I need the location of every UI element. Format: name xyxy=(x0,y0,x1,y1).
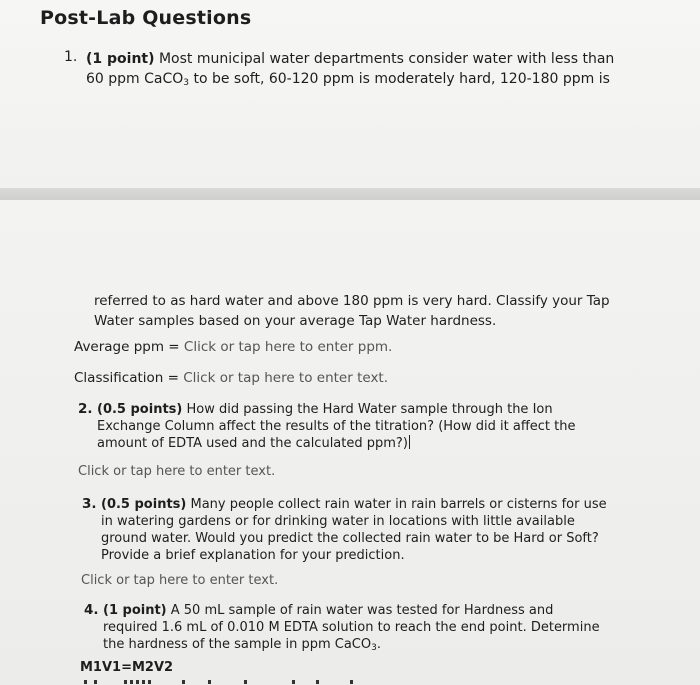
question-2-answer-input[interactable]: Click or tap here to enter text. xyxy=(78,464,276,479)
question-4-points: (1 point) xyxy=(103,603,167,618)
average-ppm-row xyxy=(74,339,392,355)
question-2-number: 2. xyxy=(78,401,93,417)
question-4-line3b: . xyxy=(376,637,381,652)
question-1-line2a: 60 ppm CaCO xyxy=(86,71,184,87)
cut-off-text-row xyxy=(84,680,384,685)
question-3-line2: in watering gardens or for drinking water in locations with little available xyxy=(101,514,575,529)
subscript-3: 3 xyxy=(371,643,377,653)
question-1-line1: Most municipal water departments consider water with less than xyxy=(154,51,615,67)
question-1-continuation xyxy=(94,291,634,331)
question-1-points: (1 point) xyxy=(86,51,155,67)
question-4-line1: A 50 mL sample of rain water was tested for Hardness and xyxy=(166,603,554,618)
question-3-text xyxy=(101,496,621,564)
question-2-line2: Exchange Column affect the results of the titration? (How did it affect the xyxy=(97,419,576,434)
page-break xyxy=(0,188,700,200)
question-4-number: 4. xyxy=(84,602,99,618)
question-1-number: 1. xyxy=(64,49,78,65)
question-2-points: (0.5 points) xyxy=(97,402,183,417)
question-3-number: 3. xyxy=(82,496,97,512)
formula-m1v1-m2v2: M1V1=M2V2 xyxy=(80,660,174,675)
question-1-line2b: to be soft, 60-120 ppm is moderately hard, 120-180 ppm is xyxy=(189,71,610,87)
question-4-line2: required 1.6 mL of 0.010 M EDTA solution to reach the end point. Determine xyxy=(103,620,600,635)
classification-label: Classification = xyxy=(74,370,184,386)
question-4-text xyxy=(103,602,603,657)
question-2-line3: amount of EDTA used and the calculated ppm?) xyxy=(97,436,408,451)
question-2-line1: How did passing the Hard Water sample through the Ion xyxy=(182,402,553,417)
question-4-line3a: the hardness of the sample in ppm CaCO xyxy=(103,637,372,652)
text-cursor xyxy=(409,435,410,449)
classification-row xyxy=(74,370,388,386)
average-ppm-label: Average ppm = xyxy=(74,339,184,355)
question-3-line3: ground water. Would you predict the collected rain water to be Hard or Soft? xyxy=(101,531,599,546)
question-1-cont-line1: referred to as hard water and above 180 ppm is very hard. Classify your Tap xyxy=(94,293,610,309)
question-3-line1: Many people collect rain water in rain barrels or cisterns for use xyxy=(186,497,607,512)
question-3-line4: Provide a brief explanation for your prediction. xyxy=(101,548,405,563)
question-1-text xyxy=(86,49,626,93)
classification-input[interactable]: Click or tap here to enter text. xyxy=(183,370,389,386)
question-3-answer-input[interactable]: Click or tap here to enter text. xyxy=(81,573,279,588)
question-3-points: (0.5 points) xyxy=(101,497,187,512)
page-title: Post-Lab Questions xyxy=(40,7,252,29)
question-1-cont-line2: Water samples based on your average Tap Water hardness. xyxy=(94,313,497,329)
subscript-3: 3 xyxy=(183,78,190,88)
question-2-text xyxy=(97,401,617,452)
average-ppm-input[interactable]: Click or tap here to enter ppm. xyxy=(183,339,393,355)
